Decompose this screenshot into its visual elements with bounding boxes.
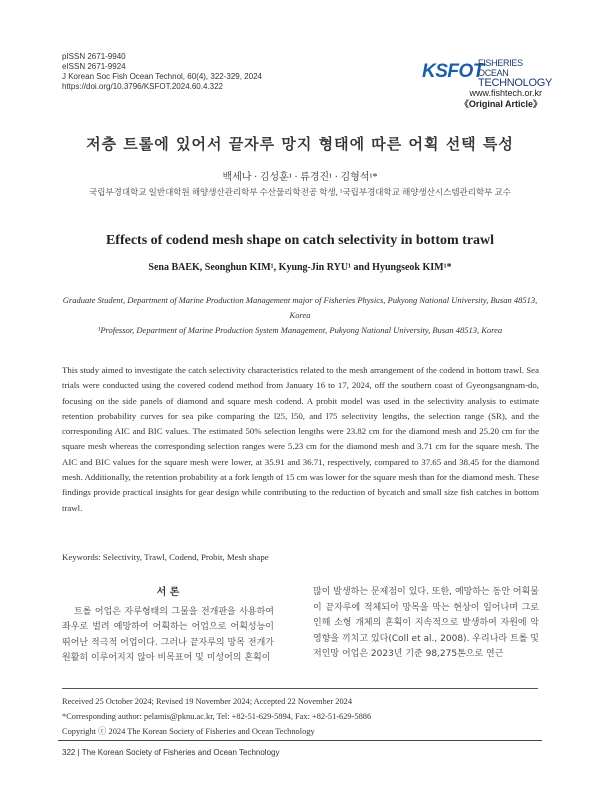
corresponding-author: *Corresponding author: pelamis@pknu.ac.kr, Tel: +82-51-629-5894, Fax: +82-51-629-5886 — [62, 712, 372, 721]
affiliation-english-1: Graduate Student, Department of Marine Production Management major of Fisheries Physics, Pukyong National University, Busan 48513, Korea — [62, 295, 538, 320]
intro-right-column — [313, 585, 539, 663]
logo-wordmark: FISHERIES OCEAN TECHNOLOGY — [478, 58, 553, 89]
intro-paragraph-right: 많이 발생하는 문제점이 있다. 또한, 예망하는 동안 어획물이 끝자루에 적체되어 망목을 막는 현상이 일어나며 그로 인해 소형 개체의 혼획이 지속적으로 발생하여 자원에 악영향을 끼치고 있다(Coll et al., 2008). 우리나라 트롤 및 저인망 어업은 2023년 기준 98,275톤으로 연근 — [313, 587, 539, 659]
affiliation-korean: 국립부경대학교 일반대학원 해양생산관리학부 수산물리학전공 학생, ¹국립부경대학교 해양생산시스템관리학부 교수 — [89, 187, 511, 197]
page-bottom-divider — [58, 740, 542, 741]
journal-reference: J Korean Soc Fish Ocean Technol, 60(4), 322-329, 2024 — [62, 72, 262, 81]
page-footer: 322 | The Korean Society of Fisheries and Ocean Technology — [62, 748, 280, 757]
journal-meta — [62, 52, 262, 92]
intro-left-column — [62, 585, 274, 667]
title-english: Effects of codend mesh shape on catch selectivity in bottom trawl — [105, 233, 495, 248]
section-heading-intro: 서 론 — [156, 587, 180, 598]
received-dates: Received 25 October 2024; Revised 19 November 2024; Accepted 22 November 2024 — [62, 697, 353, 706]
intro-paragraph-left: 트롤 어업은 자루형태의 그물을 전개판을 사용하여 좌우로 벌려 예망하여 어획하는 어업으로 어획성능이 뛰어난 적극적 어업이다. 그러나 끝자루의 망목 전개가 원활히 이루어지지 않아 비목표어 및 미성어의 혼획이 — [62, 606, 274, 663]
doi-link[interactable]: https://doi.org/10.3796/KSFOT.2024.60.4.322 — [62, 82, 223, 91]
keywords: Keywords: Selectivity, Trawl, Codend, Probit, Mesh shape — [62, 552, 269, 562]
journal-logo — [422, 53, 553, 89]
journal-site — [460, 88, 542, 110]
copyright: Copyright ⓒ 2024 The Korean Society of Fisheries and Ocean Technology — [62, 727, 315, 736]
title-korean: 저층 트롤에 있어서 끝자루 망지 형태에 따른 어획 선택 특성 — [86, 135, 514, 153]
footnote-block — [62, 694, 371, 739]
logo-mark: KSFOT — [422, 61, 484, 82]
affiliation-english-2: ¹Professor, Department of Marine Production System Management, Pukyong National University, Busan 48513, Korea — [97, 325, 503, 335]
abstract: This study aimed to investigate the catch selectivity characteristics related to the mesh arrangement of the codend in bottom trawl. Sea trials were conducted using the covered codend method from January 16 to 17, 2024, off the southern coast of Gyeongsangnam-do, focusing on the side panels of diamond and square mesh codend. A probit model was used in the selectivity analysis to estimate retention probability curves for sea pike comparing the l25, l50, and l75 selectivity lengths, the selection range (SR), and the corresponding AIC and BIC values. The estimated 50% selection lengths were 23.82 cm for the diamond mesh and 25.20 cm for the square mesh whereas the corresponding selection ranges were 5.23 cm for the diamond mesh and 3.71 cm for the square mesh. The AIC and BIC values for the square mesh were lower, at 35.91 and 36.71, respectively, compared to 37.65 and 38.45 for the diamond mesh. Additionally, the retention probability at a fork length of 15 cm was lower for the square mesh than for the diamond mesh. These findings provide practical insights for gear design while contributing to the reduction of bycatch and small size fish catches in bottom trawl. — [62, 365, 539, 513]
article-type: 《Original Article》 — [459, 99, 542, 109]
affiliation-english — [62, 293, 538, 338]
pissn: pISSN 2671-9940 — [62, 52, 126, 61]
authors-english: Sena BAEK, Seonghun KIM¹, Kyung-Jin RYU¹ and Hyungseok KIM¹* — [148, 262, 452, 273]
authors-korean: 백세나 · 김성훈¹ · 류경진¹ · 김형석¹* — [222, 172, 378, 183]
footnote-divider — [62, 688, 538, 689]
eissn: eISSN 2671-9924 — [62, 62, 126, 71]
website-link[interactable]: www.fishtech.or.kr — [469, 88, 542, 98]
